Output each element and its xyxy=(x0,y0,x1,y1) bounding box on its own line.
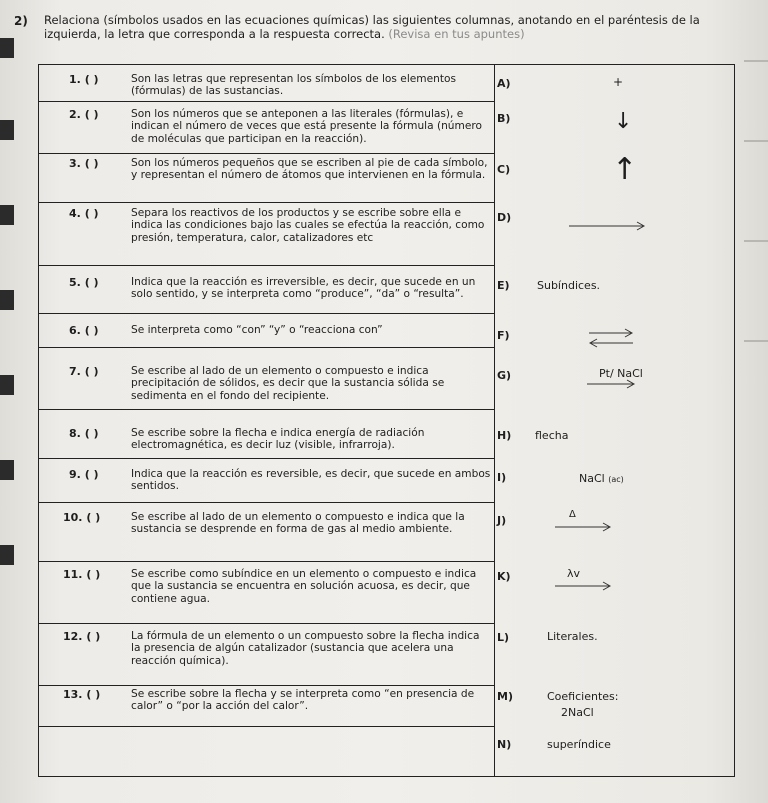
binder-hole xyxy=(0,375,14,395)
answer-blank[interactable]: ( ) xyxy=(84,108,99,121)
binder-hole xyxy=(0,290,14,310)
option-letter: E) xyxy=(497,279,510,292)
option-letter: J) xyxy=(497,514,507,527)
answer-blank[interactable]: ( ) xyxy=(86,568,101,581)
binder-hole xyxy=(0,205,14,225)
page-edge-line xyxy=(744,140,768,142)
answer-flecha: flecha xyxy=(535,429,569,442)
down-arrow-icon: ↓ xyxy=(614,109,633,134)
page-edge-line xyxy=(744,60,768,62)
answer-blank[interactable]: ( ) xyxy=(84,276,99,289)
item-number: 11. ( ) xyxy=(63,568,101,581)
binder-hole xyxy=(0,38,14,58)
option-letter: L) xyxy=(497,631,510,644)
up-arrow-icon: ↑ xyxy=(612,152,638,187)
row-divider xyxy=(39,265,494,266)
item-description: Se interpreta como “con” “y” o “reacciona con” xyxy=(131,324,383,336)
question-instructions xyxy=(44,13,744,41)
item-description: Indica que la reacción es reversible, es decir, que sucede en ambos sentidos. xyxy=(131,468,491,493)
item-number: 12. ( ) xyxy=(63,630,101,643)
answer-blank[interactable]: ( ) xyxy=(84,157,99,170)
answer-blank[interactable]: ( ) xyxy=(86,688,101,701)
answer-nacl-ac: NaCl (ac) xyxy=(579,472,624,485)
answer-blank[interactable]: ( ) xyxy=(84,73,99,86)
column-divider xyxy=(494,65,495,776)
right-arrow-icon xyxy=(555,580,615,592)
option-letter: F) xyxy=(497,329,510,342)
item-number: 10. ( ) xyxy=(63,511,101,524)
option-letter: K) xyxy=(497,570,511,583)
option-letter: H) xyxy=(497,429,512,442)
answer-blank[interactable]: ( ) xyxy=(84,324,99,337)
answer-superindice: superíndice xyxy=(547,738,611,751)
item-number: 8. ( ) xyxy=(69,427,99,440)
row-divider xyxy=(39,685,494,686)
row-divider xyxy=(39,409,494,410)
plus-symbol: + xyxy=(613,75,624,89)
row-divider xyxy=(39,561,494,562)
answer-blank[interactable]: ( ) xyxy=(84,468,99,481)
row-divider xyxy=(39,313,494,314)
matching-table xyxy=(38,64,735,777)
item-description: Indica que la reacción es irreversible, es decir, que sucede en un solo sentido, y se interpreta como “produce”, “da” o “resulta”. xyxy=(131,276,476,301)
item-number: 3. ( ) xyxy=(69,157,99,170)
item-number: 4. ( ) xyxy=(69,207,99,220)
binder-hole xyxy=(0,460,14,480)
item-description: Son los números pequeños que se escriben al pie de cada símbolo, y representan el número de átomos que intervienen en la fórmula. xyxy=(131,157,488,182)
answer-coeficientes: Coeficientes: xyxy=(547,690,619,703)
right-arrow-icon xyxy=(569,220,649,232)
item-number: 6. ( ) xyxy=(69,324,99,337)
row-divider xyxy=(39,101,494,102)
answer-blank[interactable]: ( ) xyxy=(86,511,101,524)
answer-blank[interactable]: ( ) xyxy=(84,427,99,440)
item-description: Son los números que se anteponen a las literales (fórmulas), e indican el número de veces que está presente la fórmula (número de moléculas que participan en la reacción). xyxy=(131,108,482,145)
row-divider xyxy=(39,502,494,503)
option-letter: I) xyxy=(497,471,507,484)
lambda-v-symbol: λv xyxy=(567,567,581,580)
answer-pt-nacl: Pt/ NaCl xyxy=(599,367,643,380)
option-letter: C) xyxy=(497,163,511,176)
item-number: 1. ( ) xyxy=(69,73,99,86)
option-letter: M) xyxy=(497,690,513,703)
binder-hole xyxy=(0,120,14,140)
answer-blank[interactable]: ( ) xyxy=(86,630,101,643)
page-edge-line xyxy=(744,340,768,342)
right-arrow-icon xyxy=(555,521,615,533)
right-arrow-icon xyxy=(587,378,639,390)
reversible-arrows-icon xyxy=(587,327,635,349)
question-hint: (Revisa en tus apuntes) xyxy=(388,27,525,41)
option-letter: B) xyxy=(497,112,511,125)
answer-blank[interactable]: ( ) xyxy=(84,365,99,378)
option-letter: A) xyxy=(497,77,511,90)
row-divider xyxy=(39,153,494,154)
item-description: Se escribe sobre la flecha e indica energía de radiación electromagnética, es decir luz (visible, infrarroja). xyxy=(131,427,425,452)
option-letter: D) xyxy=(497,211,512,224)
row-divider xyxy=(39,347,494,348)
answer-subindices: Subíndices. xyxy=(537,279,601,292)
item-number: 2. ( ) xyxy=(69,108,99,121)
row-divider xyxy=(39,202,494,203)
row-divider xyxy=(39,623,494,624)
item-number: 7. ( ) xyxy=(69,365,99,378)
item-description: Se escribe sobre la flecha y se interpreta como “en presencia de calor” o “por la acción del calor”. xyxy=(131,688,475,713)
item-description: Son las letras que representan los símbolos de los elementos (fórmulas) de las sustancias. xyxy=(131,73,456,98)
answer-blank[interactable]: ( ) xyxy=(84,207,99,220)
item-description: La fórmula de un elemento o un compuesto sobre la flecha indica la presencia de algún catalizador (sustancia que acelera una reacción química). xyxy=(131,630,480,667)
item-number: 9. ( ) xyxy=(69,468,99,481)
page-edge-line xyxy=(744,240,768,242)
option-letter: N) xyxy=(497,738,512,751)
row-divider xyxy=(39,458,494,459)
delta-symbol: Δ xyxy=(569,509,576,520)
row-divider xyxy=(39,726,494,727)
option-letter: G) xyxy=(497,369,512,382)
answer-literales: Literales. xyxy=(547,630,598,643)
answer-2nacl: 2NaCl xyxy=(561,706,594,719)
item-description: Separa los reactivos de los productos y se escribe sobre ella e indica las condiciones bajo las cuales se efectúa la reacción, como presión, temperatura, calor, catalizadores etc xyxy=(131,207,485,244)
item-description: Se escribe al lado de un elemento o compuesto e indica que la sustancia se desprende en forma de gas al medio ambiente. xyxy=(131,511,465,536)
question-text: Relaciona (símbolos usados en las ecuaciones químicas) las siguientes columnas, anotando en el paréntesis de la izquierda, la letra que corresponda a la respuesta correcta. xyxy=(44,13,700,41)
binder-hole xyxy=(0,545,14,565)
item-description: Se escribe como subíndice en un elemento o compuesto e indica que la sustancia se encuentra en solución acuosa, es decir, que contiene agua. xyxy=(131,568,477,605)
item-number: 13. ( ) xyxy=(63,688,101,701)
item-number: 5. ( ) xyxy=(69,276,99,289)
question-number: 2) xyxy=(14,14,28,28)
item-description: Se escribe al lado de un elemento o compuesto e indica precipitación de sólidos, es decir que la sustancia sólida se sedimenta en el fondo del recipiente. xyxy=(131,365,445,402)
